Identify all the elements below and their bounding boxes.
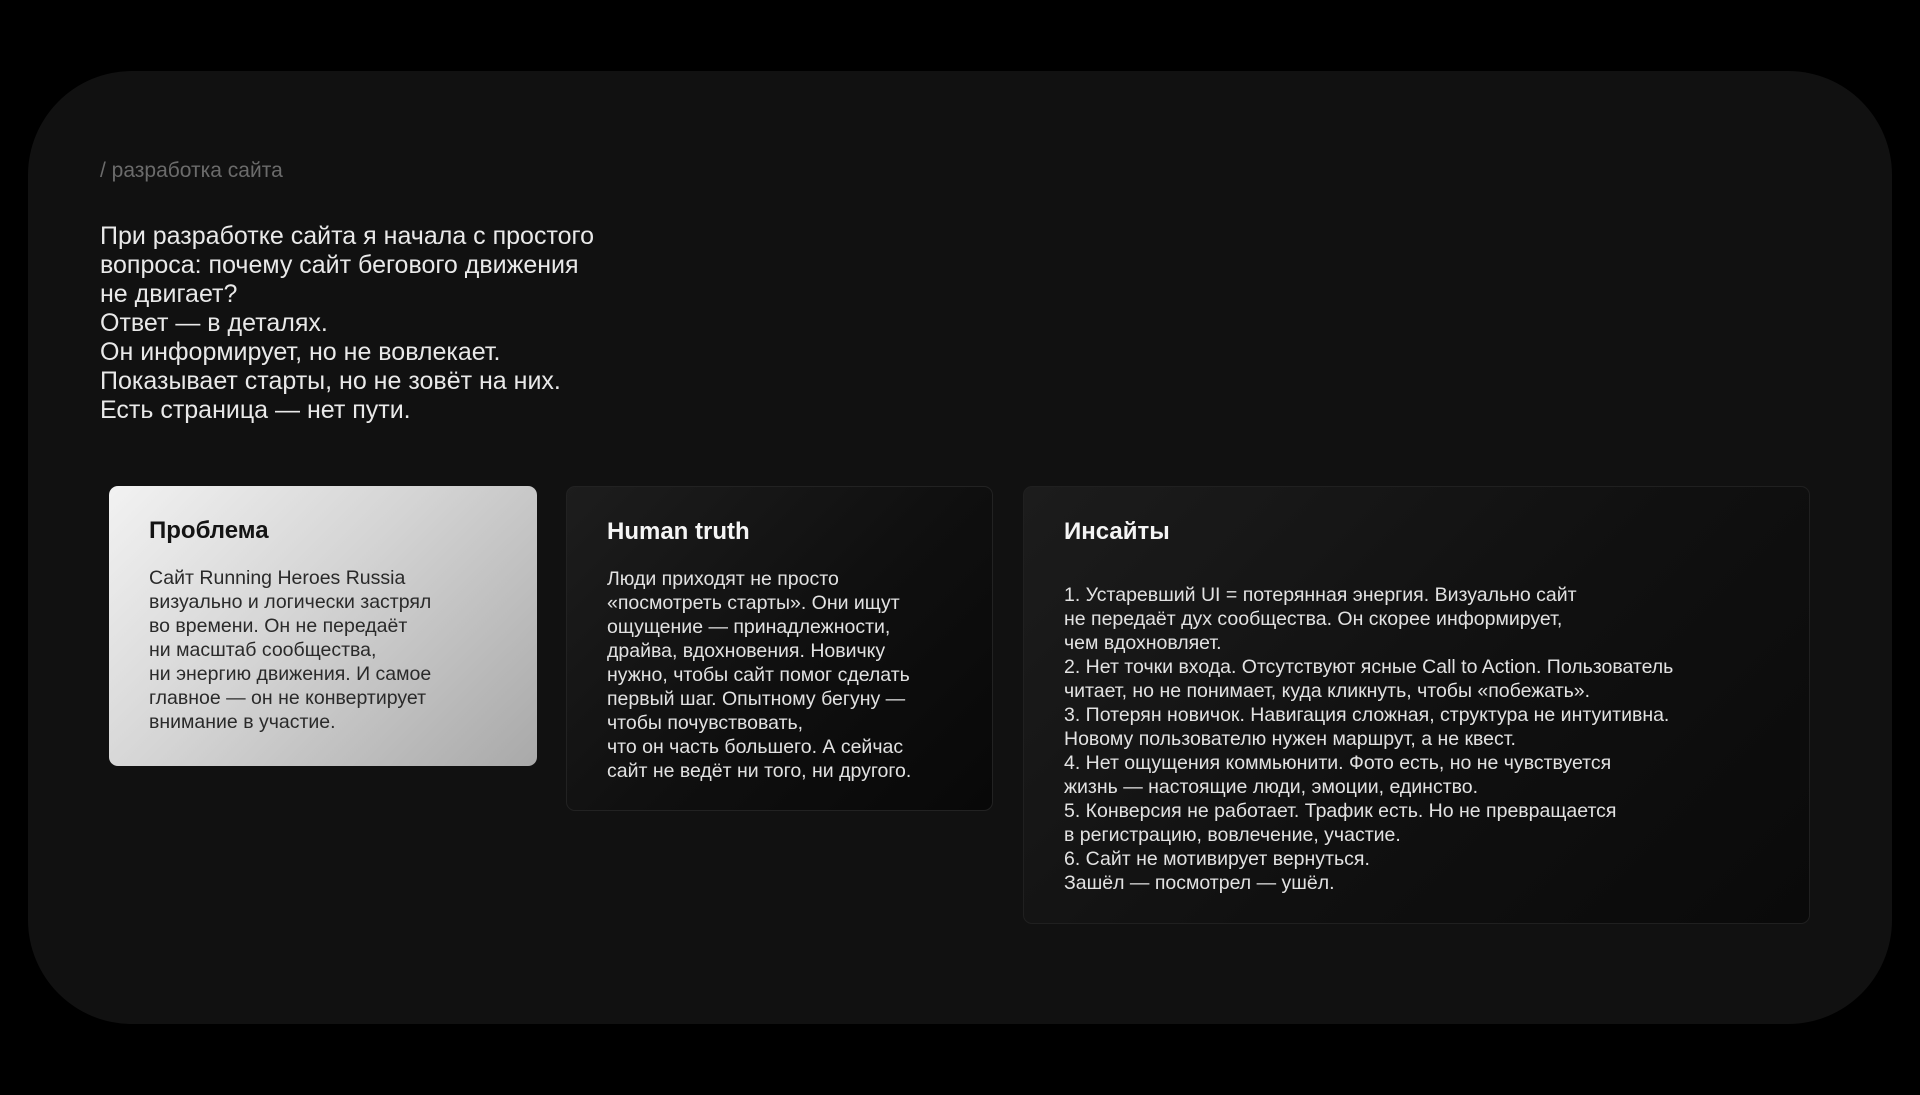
intro-line: Есть страница — нет пути. xyxy=(100,396,411,424)
problem-card-line: во времени. Он не передаёт xyxy=(149,615,408,637)
problem-card-line: ни масштаб сообщества, xyxy=(149,639,377,661)
intro-line: не двигает? xyxy=(100,280,238,308)
problem-card xyxy=(109,486,537,766)
insights-card-line: чем вдохновляет. xyxy=(1064,632,1222,654)
problem-card-title: Проблема xyxy=(149,517,269,544)
insights-card-title: Инсайты xyxy=(1064,518,1170,545)
insights-card-line: 6. Сайт не мотивирует вернуться. xyxy=(1064,848,1370,870)
insights-card-line: Зашёл — посмотрел — ушёл. xyxy=(1064,872,1335,894)
human-truth-card-line: драйва, вдохновения. Новичку xyxy=(607,640,886,662)
problem-card-line: ни энергию движения. И самое xyxy=(149,663,432,685)
insights-card-line: Новому пользователю нужен маршрут, а не квест. xyxy=(1064,728,1516,750)
insights-card-line: жизнь — настоящие люди, эмоции, единство. xyxy=(1064,776,1479,798)
human-truth-card-line: нужно, чтобы сайт помог сделать xyxy=(607,664,910,686)
problem-card-line: визуально и логически застрял xyxy=(149,591,432,613)
insights-card-body xyxy=(1064,583,1673,895)
intro-line: вопроса: почему сайт бегового движения xyxy=(100,251,579,279)
problem-card-body xyxy=(149,566,431,734)
problem-card-line: Сайт Running Heroes Russia xyxy=(149,567,406,589)
problem-card-line: внимание в участие. xyxy=(149,711,336,733)
intro-line: Ответ — в деталях. xyxy=(100,309,328,337)
insights-card xyxy=(1023,486,1810,924)
insights-card-line: 4. Нет ощущения коммьюнити. Фото есть, но не чувствуется xyxy=(1064,752,1612,774)
insights-card-line: 1. Устаревший UI = потерянная энергия. Визуально сайт xyxy=(1064,584,1577,606)
human-truth-card-line: чтобы почувствовать, xyxy=(607,712,804,734)
insights-card-line: 2. Нет точки входа. Отсутствуют ясные Call to Action. Пользователь xyxy=(1064,656,1674,678)
intro-line: При разработке сайта я начала с простого xyxy=(100,222,595,250)
human-truth-card xyxy=(566,486,993,811)
insights-card-line: в регистрацию, вовлечение, участие. xyxy=(1064,824,1401,846)
insights-card-line: 5. Конверсия не работает. Трафик есть. Но не превращается xyxy=(1064,800,1617,822)
problem-card-line: главное — он не конвертирует xyxy=(149,687,426,709)
human-truth-card-line: «посмотреть старты». Они ищут xyxy=(607,592,900,614)
insights-card-line: не передаёт дух сообщества. Он скорее информирует, xyxy=(1064,608,1563,630)
intro-line: Показывает старты, но не зовёт на них. xyxy=(100,367,561,395)
insights-card-line: читает, но не понимает, куда кликнуть, чтобы «побежать». xyxy=(1064,680,1591,702)
breadcrumb: / разработка сайта xyxy=(100,159,283,182)
insights-card-line: 3. Потерян новичок. Навигация сложная, структура не интуитивна. xyxy=(1064,704,1670,726)
intro-line: Он информирует, но не вовлекает. xyxy=(100,338,501,366)
human-truth-card-body xyxy=(607,567,911,783)
human-truth-card-line: Люди приходят не просто xyxy=(607,568,839,590)
intro-text xyxy=(100,222,800,425)
human-truth-card-line: сайт не ведёт ни того, ни другого. xyxy=(607,760,912,782)
human-truth-card-line: ощущение — принадлежности, xyxy=(607,616,891,638)
human-truth-card-line: что он часть большего. А сейчас xyxy=(607,736,904,758)
human-truth-card-line: первый шаг. Опытному бегуну — xyxy=(607,688,906,710)
human-truth-card-title: Human truth xyxy=(607,518,750,545)
